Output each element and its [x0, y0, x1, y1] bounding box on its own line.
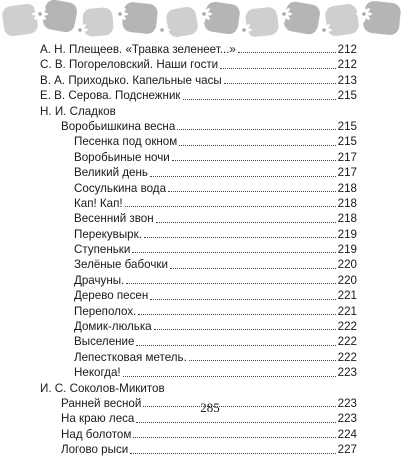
- toc-entry-page: 220: [337, 273, 357, 287]
- toc-entry: [40, 88, 357, 103]
- toc-entry-page: 219: [337, 243, 357, 257]
- toc-entry-title: Кап! Кап!: [74, 196, 123, 210]
- flower-icon: [154, 22, 170, 38]
- dot-leader: [183, 99, 336, 100]
- dot-leader: [238, 52, 336, 53]
- toc-entry: [40, 288, 357, 303]
- toc-entry-page: 222: [337, 320, 357, 334]
- decorative-header-band: [0, 0, 420, 46]
- toc-entry-page: 227: [337, 443, 357, 457]
- toc-entry-page: 212: [337, 43, 357, 56]
- toc-entry-page: 223: [337, 366, 357, 380]
- toc-entry: [40, 104, 357, 119]
- toc-entry-title: Выселение: [74, 335, 135, 349]
- toc-entry: [40, 273, 357, 288]
- toc-entry-title: В. А. Приходько. Капельные часы: [40, 73, 222, 87]
- toc-entry-title: Некогда!: [74, 366, 121, 380]
- toc-entry-page: 212: [337, 58, 357, 72]
- dot-leader: [220, 68, 335, 69]
- toc-entry-page: 221: [337, 289, 357, 303]
- dot-leader: [177, 129, 335, 130]
- flower-icon: [72, 22, 88, 38]
- toc-entry-page: 218: [337, 181, 357, 195]
- dot-leader: [138, 314, 335, 315]
- toc-entry-title: Ранней весной: [61, 396, 142, 410]
- petal-shape: [1, 3, 39, 37]
- dot-leader: [156, 222, 336, 223]
- toc-entry: [40, 211, 357, 226]
- petal-shape: [165, 6, 199, 39]
- toc-entry-page: 222: [337, 350, 357, 364]
- toc-entry-page: 215: [337, 119, 357, 133]
- page-number: 285: [200, 400, 220, 415]
- toc-entry-title: Логово рыси: [61, 443, 129, 457]
- petal-shape: [122, 1, 159, 34]
- flower-icon: [112, 6, 128, 22]
- dot-leader: [189, 360, 336, 361]
- toc-entry-page: 218: [337, 212, 357, 226]
- toc-entry: [40, 196, 357, 211]
- flower-icon: [32, 6, 48, 22]
- toc-entry-page: 223: [337, 412, 357, 426]
- dot-leader: [150, 299, 335, 300]
- petal-band-graphic: [0, 0, 420, 46]
- toc-entry: [40, 119, 357, 134]
- petal-shape: [82, 7, 114, 37]
- dot-leader: [172, 160, 336, 161]
- toc-entry-title: Над болотом: [61, 427, 132, 441]
- dot-leader: [125, 206, 336, 207]
- dot-leader: [130, 453, 335, 454]
- dot-leader: [224, 83, 336, 84]
- toc-entry: [40, 165, 357, 180]
- toc-entry: [40, 350, 357, 365]
- toc-entry-title: Перекувырк.: [74, 227, 142, 241]
- flower-icon: [236, 22, 252, 38]
- toc-entry-page: 217: [337, 150, 357, 164]
- toc-entry-title: Дерево песен: [74, 289, 149, 303]
- toc-entry-title: Песенка под окном: [74, 135, 178, 149]
- toc-entry: [40, 381, 357, 396]
- dot-leader: [179, 145, 335, 146]
- toc-entry-title: Сосулькина вода: [74, 181, 167, 195]
- dot-leader: [150, 176, 336, 177]
- toc-entry-page: 215: [337, 135, 357, 149]
- petal-shape: [324, 3, 360, 37]
- toc-entry-title: И. С. Соколов-Микитов: [40, 381, 165, 395]
- table-of-contents: [40, 42, 357, 458]
- toc-entry-page: 223: [337, 396, 357, 410]
- toc-entry-page: 213: [337, 73, 357, 87]
- flower-icon: [356, 6, 372, 22]
- toc-entry-page: 219: [337, 227, 357, 241]
- dot-leader: [132, 252, 335, 253]
- toc-entry-title: Домик-люлька: [74, 320, 152, 334]
- dot-leader: [123, 376, 336, 377]
- toc-entry-page: 217: [337, 166, 357, 180]
- toc-entry: [40, 257, 357, 272]
- toc-entry-page: 224: [337, 427, 357, 441]
- petal-shape: [245, 6, 280, 37]
- toc-entry: [40, 73, 357, 88]
- toc-entry-title: Весенний звон: [74, 212, 154, 226]
- dot-leader: [126, 283, 335, 284]
- toc-entry-title: Великий день: [74, 166, 148, 180]
- flower-icon: [316, 22, 332, 38]
- toc-entry: [40, 150, 357, 165]
- toc-entry-page: 218: [337, 196, 357, 210]
- toc-entry-title: Драчуны.: [74, 273, 125, 287]
- flower-icon: [276, 6, 292, 22]
- dot-leader: [154, 329, 336, 330]
- toc-entry: [40, 181, 357, 196]
- dot-leader: [136, 422, 335, 423]
- toc-entry-page: 220: [337, 258, 357, 272]
- toc-entry: [40, 134, 357, 149]
- petal-shape: [42, 0, 79, 34]
- toc-entry-page: 221: [337, 304, 357, 318]
- toc-entry-title: Лепестковая метель.: [74, 350, 187, 364]
- dot-leader: [170, 268, 336, 269]
- toc-entry: [40, 319, 357, 334]
- toc-entry-title: Переполох.: [74, 304, 137, 318]
- dot-leader: [168, 191, 336, 192]
- toc-entry-title: Воробьиные ночи: [74, 150, 170, 164]
- toc-entry: [40, 42, 357, 57]
- dot-leader: [144, 237, 336, 238]
- toc-entry: [40, 227, 357, 242]
- toc-entry: [40, 334, 357, 349]
- toc-entry: [40, 365, 357, 380]
- toc-entry-title: Ступеньки: [74, 243, 131, 257]
- toc-entry-title: А. Н. Плещеев. «Травка зеленеет...»: [40, 43, 236, 56]
- toc-entry: [40, 442, 357, 457]
- dot-leader: [136, 345, 335, 346]
- toc-entry: [40, 242, 357, 257]
- toc-entry-page: 222: [337, 335, 357, 349]
- toc-entry-title: С. В. Погореловский. Наши гости: [40, 58, 219, 72]
- toc-entry-page: 215: [337, 89, 357, 103]
- dot-leader: [133, 437, 335, 438]
- toc-entry: [40, 427, 357, 442]
- toc-entry-title: Зелёные бабочки: [74, 258, 168, 272]
- toc-entry-title: Воробьишкина весна: [61, 119, 176, 133]
- toc-entry: [40, 304, 357, 319]
- toc-entry-title: Н. И. Сладков: [40, 104, 116, 118]
- toc-entry-title: На краю леса: [61, 412, 135, 426]
- toc-entry: [40, 57, 357, 72]
- toc-entry-title: Е. В. Серова. Подснежник: [40, 89, 181, 103]
- flower-icon: [196, 6, 212, 22]
